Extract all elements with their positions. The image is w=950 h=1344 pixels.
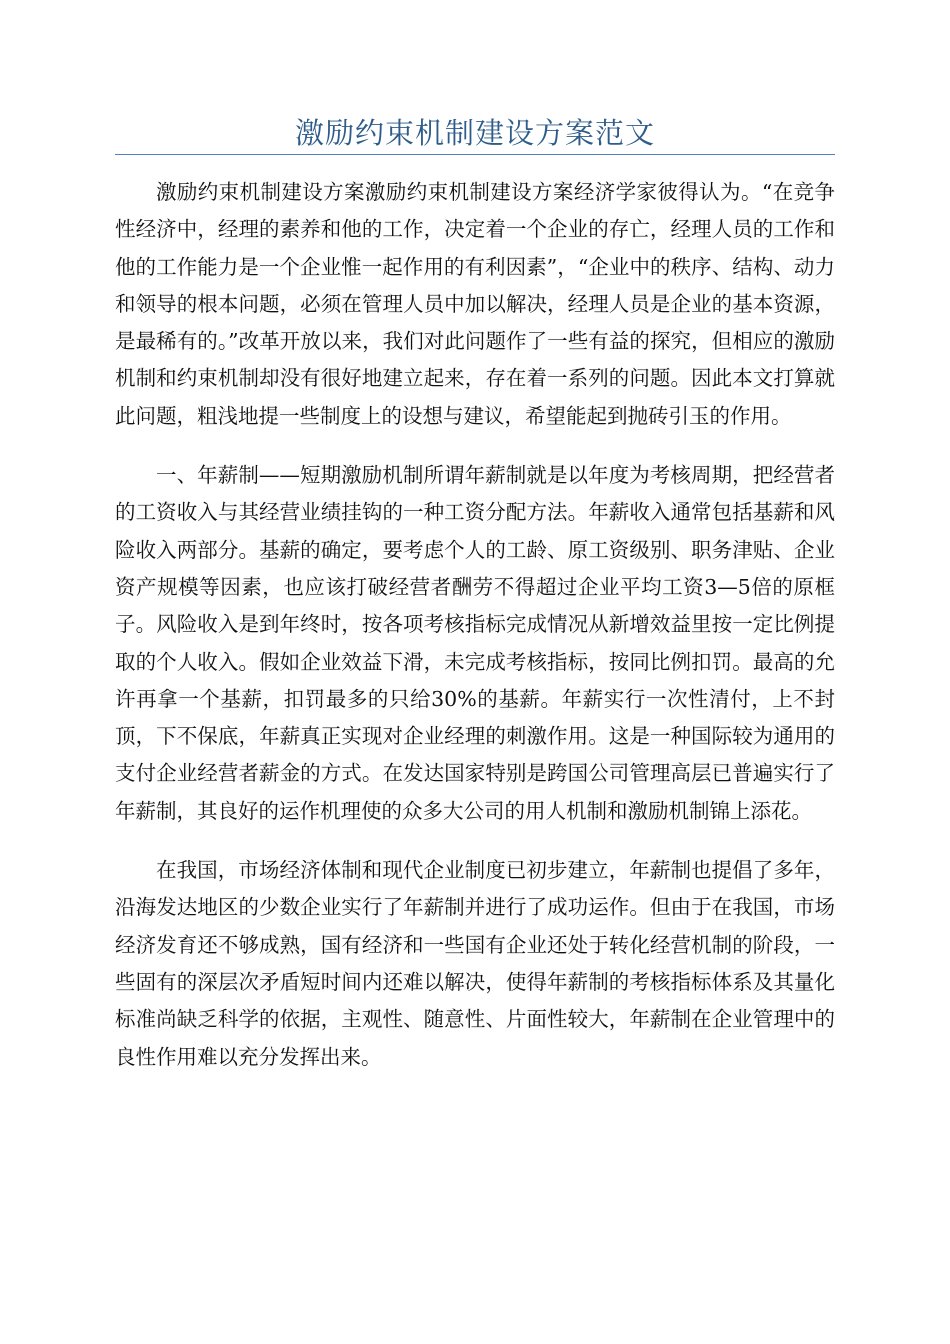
- title-underline: [115, 154, 835, 155]
- document-body: [115, 174, 835, 1098]
- document-title: 激励约束机制建设方案范文: [294, 116, 655, 150]
- paragraph-intro: 激励约束机制建设方案激励约束机制建设方案经济学家彼得认为。“在竞争性经济中，经理的素养和他的工作，决定着一个企业的存亡，经理人员的工作和他的工作能力是一个企业惟一起作用的有利因素”，“企业中的秩序、结构、动力和领导的根本问题，必须在管理人员中加以解决，经理人员是企业的基本资源，是最稀有的。”改革开放以来，我们对此问题作了一些有益的探究，但相应的激励机制和约束机制却没有很好地建立起来，存在着一系列的问题。因此本文打算就此问题，粗浅地提一些制度上的设想与建议，希望能起到抛砖引玉的作用。: [115, 180, 835, 428]
- paragraph-annual-salary: 一、年薪制——短期激励机制所谓年薪制就是以年度为考核周期，把经营者的工资收入与其经营业绩挂钩的一种工资分配方法。年薪收入通常包括基薪和风险收入两部分。基薪的确定，要考虑个人的工龄、原工资级别、职务津贴、企业资产规模等因素，也应该打破经营者酬劳不得超过企业平均工资3—5倍的原框子。风险收入是到年终时，按各项考核指标完成情况从新增效益里按一定比例提取的个人收入。假如企业效益下滑，未完成考核指标，按同比例扣罚。最高的允许再拿一个基薪，扣罚最多的只给30%的基薪。年薪实行一次性清付，上不封顶，下不保底，年薪真正实现对企业经理的刺激作用。这是一种国际较为通用的支付企业经营者薪金的方式。在发达国家特别是跨国公司管理高层已普遍实行了年薪制，其良好的运作机理使的众多大公司的用人机制和激励机制锦上添花。: [115, 463, 835, 823]
- paragraph-china-status: 在我国，市场经济体制和现代企业制度已初步建立，年薪制也提倡了多年，沿海发达地区的少数企业实行了年薪制并进行了成功运作。但由于在我国，市场经济发育还不够成熟，国有经济和一些国有企业还处于转化经营机制的阶段，一些固有的深层次矛盾短时间内还难以解决，使得年薪制的考核指标体系及其量化标准尚缺乏科学的依据，主观性、随意性、片面性较大，年薪制在企业管理中的良性作用难以充分发挥出来。: [115, 858, 835, 1069]
